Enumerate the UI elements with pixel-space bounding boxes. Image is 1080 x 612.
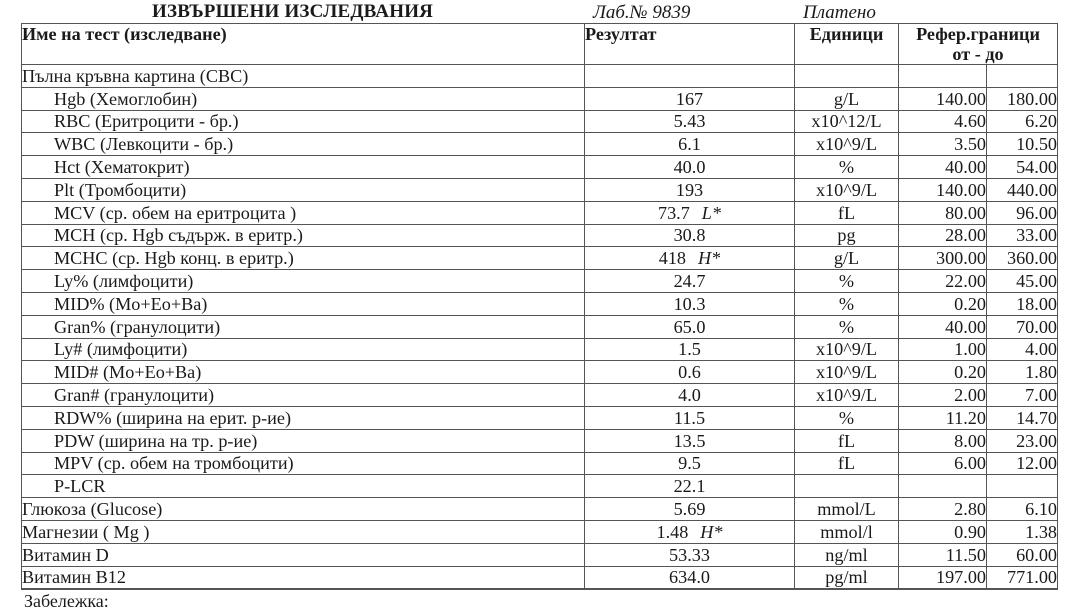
test-name: Hct (Хематокрит) bbox=[54, 157, 190, 178]
table-row bbox=[22, 315, 1058, 338]
payment-status: Платено bbox=[803, 2, 876, 23]
test-result-cell bbox=[585, 87, 795, 110]
test-name: MID% (Mo+Eo+Ba) bbox=[54, 293, 208, 314]
reference-low-cell bbox=[899, 406, 987, 429]
test-units: % bbox=[838, 271, 855, 292]
reference-high: 10.50 bbox=[1016, 134, 1057, 155]
reference-low: 197.00 bbox=[935, 567, 986, 588]
reference-low-cell bbox=[899, 224, 987, 247]
test-result-cell bbox=[585, 429, 795, 452]
reference-low-cell bbox=[899, 566, 987, 589]
test-units: % bbox=[838, 316, 855, 337]
footer-divider bbox=[21, 589, 1058, 590]
reference-low-cell bbox=[899, 520, 987, 543]
test-name: Глюкоза (Glucose) bbox=[22, 499, 163, 520]
reference-high-cell bbox=[987, 520, 1058, 543]
reference-low-cell bbox=[899, 498, 987, 521]
test-name: Магнезии ( Mg ) bbox=[22, 521, 150, 542]
test-units: fL bbox=[837, 453, 856, 474]
reference-high-cell bbox=[987, 270, 1058, 293]
table-row bbox=[22, 452, 1058, 475]
test-result-cell bbox=[585, 315, 795, 338]
test-units: x10^9/L bbox=[815, 134, 878, 155]
reference-high-cell bbox=[987, 566, 1058, 589]
reference-high-cell bbox=[987, 452, 1058, 475]
reference-low: 140.00 bbox=[935, 179, 986, 200]
test-result: 24.7 bbox=[673, 271, 706, 292]
column-header-result: Резултат bbox=[585, 24, 795, 65]
test-units: x10^9/L bbox=[815, 385, 878, 406]
test-result: 5.43 bbox=[673, 111, 706, 132]
group-units-cell bbox=[795, 65, 899, 88]
table-row bbox=[22, 87, 1058, 110]
test-result: 11.5 bbox=[673, 407, 706, 428]
reference-high-cell bbox=[987, 133, 1058, 156]
group-name: Пълна кръвна картина (CBC) bbox=[22, 65, 585, 88]
test-units: g/L bbox=[833, 88, 860, 109]
reference-high: 12.00 bbox=[1016, 453, 1057, 474]
reference-high: 6.10 bbox=[1025, 499, 1057, 520]
test-result-cell bbox=[585, 178, 795, 201]
reference-high: 771.00 bbox=[1006, 567, 1057, 588]
test-name-cell bbox=[22, 406, 585, 429]
reference-low: 4.60 bbox=[954, 111, 986, 132]
test-units-cell bbox=[795, 110, 899, 133]
reference-low-cell bbox=[899, 338, 987, 361]
reference-high-cell bbox=[987, 247, 1058, 270]
reference-high: 440.00 bbox=[1006, 179, 1057, 200]
test-result-cell bbox=[585, 566, 795, 589]
reference-low-cell bbox=[899, 361, 987, 384]
group-high-cell bbox=[987, 65, 1058, 88]
test-units-cell bbox=[795, 247, 899, 270]
table-row bbox=[22, 292, 1058, 315]
test-result-cell bbox=[585, 361, 795, 384]
table-row bbox=[22, 224, 1058, 247]
reference-high-cell bbox=[987, 338, 1058, 361]
test-name: P-LCR bbox=[54, 476, 106, 497]
test-name-cell bbox=[22, 178, 585, 201]
test-result: 73.7 bbox=[657, 202, 690, 223]
test-units: pg/ml bbox=[825, 567, 868, 588]
test-result: 418 bbox=[658, 248, 687, 269]
table-row bbox=[22, 498, 1058, 521]
test-name-cell bbox=[22, 270, 585, 293]
test-name-cell bbox=[22, 87, 585, 110]
reference-high-cell bbox=[987, 384, 1058, 407]
test-result: 65.0 bbox=[673, 316, 706, 337]
test-units: pg bbox=[837, 225, 856, 246]
test-units-cell bbox=[795, 201, 899, 224]
reference-low: 40.00 bbox=[945, 316, 986, 337]
test-name-cell bbox=[22, 292, 585, 315]
test-result-cell bbox=[585, 247, 795, 270]
reference-header-line1: Рефер.граници bbox=[916, 24, 1040, 44]
reference-low-cell bbox=[899, 178, 987, 201]
test-units-cell bbox=[795, 315, 899, 338]
test-result: 1.48 bbox=[656, 521, 689, 542]
reference-low-cell bbox=[899, 452, 987, 475]
test-units-cell bbox=[795, 87, 899, 110]
test-name: MPV (ср. обем на тромбоцити) bbox=[54, 453, 294, 474]
test-result: 13.5 bbox=[673, 430, 706, 451]
reference-low-cell bbox=[899, 384, 987, 407]
table-row bbox=[22, 110, 1058, 133]
reference-high-cell bbox=[987, 543, 1058, 566]
reference-high: 7.00 bbox=[1025, 385, 1057, 406]
lab-number: Лаб.№ 9839 bbox=[593, 2, 691, 23]
test-result-cell bbox=[585, 406, 795, 429]
reference-high: 23.00 bbox=[1016, 430, 1057, 451]
table-row bbox=[22, 543, 1058, 566]
table-row bbox=[22, 475, 1058, 498]
table-row bbox=[22, 270, 1058, 293]
test-result-cell bbox=[585, 384, 795, 407]
reference-low: 0.90 bbox=[954, 521, 986, 542]
test-result-cell bbox=[585, 224, 795, 247]
test-name: Ly# (лимфоцити) bbox=[54, 339, 188, 360]
test-result-cell bbox=[585, 475, 795, 498]
reference-high-cell bbox=[987, 315, 1058, 338]
test-name-cell bbox=[22, 247, 585, 270]
test-name-cell bbox=[22, 110, 585, 133]
test-result: 6.1 bbox=[678, 134, 701, 155]
test-name: MCV (ср. обем на еритроцита ) bbox=[54, 202, 297, 223]
reference-low: 11.20 bbox=[945, 407, 986, 428]
test-result: 9.5 bbox=[678, 453, 701, 474]
test-name-cell bbox=[22, 338, 585, 361]
test-name: PDW (ширина на тр. р-ие) bbox=[54, 430, 258, 451]
test-units-cell bbox=[795, 292, 899, 315]
test-result: 5.69 bbox=[673, 499, 706, 520]
column-header-reference bbox=[899, 24, 1058, 65]
test-name-cell bbox=[22, 520, 585, 543]
test-name: Gran% (гранулоцити) bbox=[54, 316, 221, 337]
test-units-cell bbox=[795, 452, 899, 475]
reference-low: 3.50 bbox=[954, 134, 986, 155]
table-row bbox=[22, 133, 1058, 156]
test-result: 0.6 bbox=[678, 362, 701, 383]
test-units: % bbox=[838, 293, 855, 314]
test-name-cell bbox=[22, 475, 585, 498]
table-row bbox=[22, 338, 1058, 361]
test-name-cell bbox=[22, 361, 585, 384]
reference-high-cell bbox=[987, 87, 1058, 110]
test-result-cell bbox=[585, 270, 795, 293]
reference-low: 0.20 bbox=[954, 293, 986, 314]
reference-high-cell bbox=[987, 156, 1058, 179]
reference-high-cell bbox=[987, 110, 1058, 133]
reference-high: 33.00 bbox=[1016, 225, 1057, 246]
test-units: x10^9/L bbox=[815, 179, 878, 200]
column-header-units: Единици bbox=[795, 24, 899, 65]
table-row bbox=[22, 429, 1058, 452]
test-result: 634.0 bbox=[669, 567, 710, 588]
test-units: g/L bbox=[833, 248, 860, 269]
test-result: 1.5 bbox=[678, 339, 701, 360]
test-name: MCH (ср. Hgb съдърж. в еритр.) bbox=[54, 225, 303, 246]
reference-low: 140.00 bbox=[935, 88, 986, 109]
test-name: RBC (Еритроцити - бр.) bbox=[54, 111, 239, 132]
test-name-cell bbox=[22, 384, 585, 407]
reference-header-line2: от - до bbox=[952, 44, 1004, 64]
reference-low-cell bbox=[899, 475, 987, 498]
reference-low-cell bbox=[899, 133, 987, 156]
test-name: Hgb (Хемоглобин) bbox=[54, 88, 198, 109]
results-table bbox=[21, 23, 1058, 589]
test-result-cell bbox=[585, 452, 795, 475]
reference-low: 2.00 bbox=[954, 385, 986, 406]
table-row bbox=[22, 201, 1058, 224]
test-result-cell bbox=[585, 520, 795, 543]
test-units-cell bbox=[795, 566, 899, 589]
report-title: ИЗВЪРШЕНИ ИЗСЛЕДВАНИЯ bbox=[152, 1, 434, 22]
reference-low-cell bbox=[899, 292, 987, 315]
reference-low-cell bbox=[899, 247, 987, 270]
reference-low: 2.80 bbox=[954, 499, 986, 520]
test-name-cell bbox=[22, 452, 585, 475]
result-flag: H* bbox=[698, 248, 721, 269]
group-result-cell bbox=[585, 65, 795, 88]
reference-high: 54.00 bbox=[1016, 157, 1057, 178]
test-units-cell bbox=[795, 475, 899, 498]
reference-low: 28.00 bbox=[945, 225, 986, 246]
result-flag: H* bbox=[700, 521, 723, 542]
reference-high: 70.00 bbox=[1016, 316, 1057, 337]
test-units-cell bbox=[795, 270, 899, 293]
test-units-cell bbox=[795, 498, 899, 521]
reference-high-cell bbox=[987, 224, 1058, 247]
test-units-cell bbox=[795, 224, 899, 247]
reference-high: 45.00 bbox=[1016, 271, 1057, 292]
reference-low: 0.20 bbox=[954, 362, 986, 383]
table-row bbox=[22, 361, 1058, 384]
reference-high: 6.20 bbox=[1025, 111, 1057, 132]
test-units: % bbox=[838, 407, 855, 428]
reference-low: 6.00 bbox=[954, 453, 986, 474]
reference-high-cell bbox=[987, 201, 1058, 224]
test-units-cell bbox=[795, 520, 899, 543]
test-name-cell bbox=[22, 543, 585, 566]
test-units: % bbox=[838, 157, 855, 178]
test-name-cell bbox=[22, 498, 585, 521]
reference-high: 60.00 bbox=[1016, 544, 1057, 565]
test-result: 167 bbox=[675, 88, 704, 109]
test-result: 10.3 bbox=[673, 293, 706, 314]
reference-low-cell bbox=[899, 270, 987, 293]
reference-high-cell bbox=[987, 429, 1058, 452]
test-result: 22.1 bbox=[673, 476, 706, 497]
table-row bbox=[22, 247, 1058, 270]
test-units: ng/ml bbox=[825, 544, 868, 565]
test-units-cell bbox=[795, 338, 899, 361]
reference-high-cell bbox=[987, 475, 1058, 498]
reference-high: 1.80 bbox=[1025, 362, 1057, 383]
reference-high: 1.38 bbox=[1025, 521, 1057, 542]
test-name: Ly% (лимфоцити) bbox=[54, 271, 194, 292]
test-result-cell bbox=[585, 338, 795, 361]
test-units: fL bbox=[837, 202, 856, 223]
test-units: x10^9/L bbox=[815, 362, 878, 383]
test-result: 53.33 bbox=[669, 544, 710, 565]
test-name: Gran# (гранулоцити) bbox=[54, 385, 215, 406]
table-row bbox=[22, 178, 1058, 201]
table-row bbox=[22, 406, 1058, 429]
test-name-cell bbox=[22, 224, 585, 247]
reference-low: 80.00 bbox=[945, 202, 986, 223]
result-flag: L* bbox=[701, 202, 722, 223]
reference-low: 22.00 bbox=[945, 271, 986, 292]
test-result: 30.8 bbox=[673, 225, 706, 246]
reference-high-cell bbox=[987, 498, 1058, 521]
reference-high: 180.00 bbox=[1006, 88, 1057, 109]
test-units-cell bbox=[795, 178, 899, 201]
test-name-cell bbox=[22, 133, 585, 156]
test-name: MID# (Mo+Eo+Ba) bbox=[54, 362, 202, 383]
test-result-cell bbox=[585, 543, 795, 566]
report-header bbox=[0, 0, 1080, 24]
reference-low-cell bbox=[899, 201, 987, 224]
reference-low: 11.50 bbox=[945, 544, 986, 565]
group-low-cell bbox=[899, 65, 987, 88]
reference-high: 18.00 bbox=[1016, 293, 1057, 314]
column-header-name: Име на тест (изследване) bbox=[22, 24, 585, 65]
test-units: x10^12/L bbox=[811, 111, 882, 132]
test-name: RDW% (ширина на ерит. р-ие) bbox=[54, 407, 292, 428]
test-units: mmol/l bbox=[820, 521, 873, 542]
test-name-cell bbox=[22, 156, 585, 179]
reference-high: 96.00 bbox=[1016, 202, 1057, 223]
reference-low-cell bbox=[899, 110, 987, 133]
reference-low-cell bbox=[899, 315, 987, 338]
reference-high: 14.70 bbox=[1016, 407, 1057, 428]
test-units-cell bbox=[795, 156, 899, 179]
reference-low-cell bbox=[899, 87, 987, 110]
test-units-cell bbox=[795, 429, 899, 452]
test-units: mmol/L bbox=[817, 499, 876, 520]
reference-low: 40.00 bbox=[945, 157, 986, 178]
test-units-cell bbox=[795, 361, 899, 384]
table-header-row bbox=[22, 24, 1058, 65]
table-row bbox=[22, 566, 1058, 589]
table-row bbox=[22, 384, 1058, 407]
test-result: 193 bbox=[675, 179, 704, 200]
reference-high-cell bbox=[987, 178, 1058, 201]
group-row bbox=[22, 65, 1058, 88]
test-name: MCHC (ср. Hgb конц. в еритр.) bbox=[54, 248, 294, 269]
reference-high-cell bbox=[987, 292, 1058, 315]
test-units-cell bbox=[795, 406, 899, 429]
test-result-cell bbox=[585, 498, 795, 521]
reference-low-cell bbox=[899, 543, 987, 566]
test-units: fL bbox=[837, 430, 856, 451]
test-result-cell bbox=[585, 133, 795, 156]
note-label: Забележка: bbox=[24, 591, 109, 611]
reference-high-cell bbox=[987, 361, 1058, 384]
test-name-cell bbox=[22, 315, 585, 338]
test-name: Витамин D bbox=[22, 544, 109, 565]
reference-low-cell bbox=[899, 156, 987, 179]
reference-high-cell bbox=[987, 406, 1058, 429]
reference-low: 300.00 bbox=[935, 248, 986, 269]
test-result: 40.0 bbox=[673, 157, 706, 178]
test-name: WBC (Левкоцити - бр.) bbox=[54, 134, 234, 155]
test-result-cell bbox=[585, 110, 795, 133]
test-name: Plt (Тромбоцити) bbox=[54, 179, 187, 200]
test-units-cell bbox=[795, 384, 899, 407]
test-units-cell bbox=[795, 543, 899, 566]
reference-low: 1.00 bbox=[954, 339, 986, 360]
reference-high: 360.00 bbox=[1006, 248, 1057, 269]
test-result-cell bbox=[585, 201, 795, 224]
test-result-cell bbox=[585, 292, 795, 315]
test-name-cell bbox=[22, 566, 585, 589]
test-name-cell bbox=[22, 201, 585, 224]
reference-low-cell bbox=[899, 429, 987, 452]
test-units-cell bbox=[795, 133, 899, 156]
test-name-cell bbox=[22, 429, 585, 452]
test-result-cell bbox=[585, 156, 795, 179]
table-row bbox=[22, 520, 1058, 543]
test-units: x10^9/L bbox=[815, 339, 878, 360]
test-result: 4.0 bbox=[678, 385, 701, 406]
table-row bbox=[22, 156, 1058, 179]
test-name: Витамин B12 bbox=[22, 567, 126, 588]
reference-high: 4.00 bbox=[1025, 339, 1057, 360]
reference-low: 8.00 bbox=[954, 430, 986, 451]
